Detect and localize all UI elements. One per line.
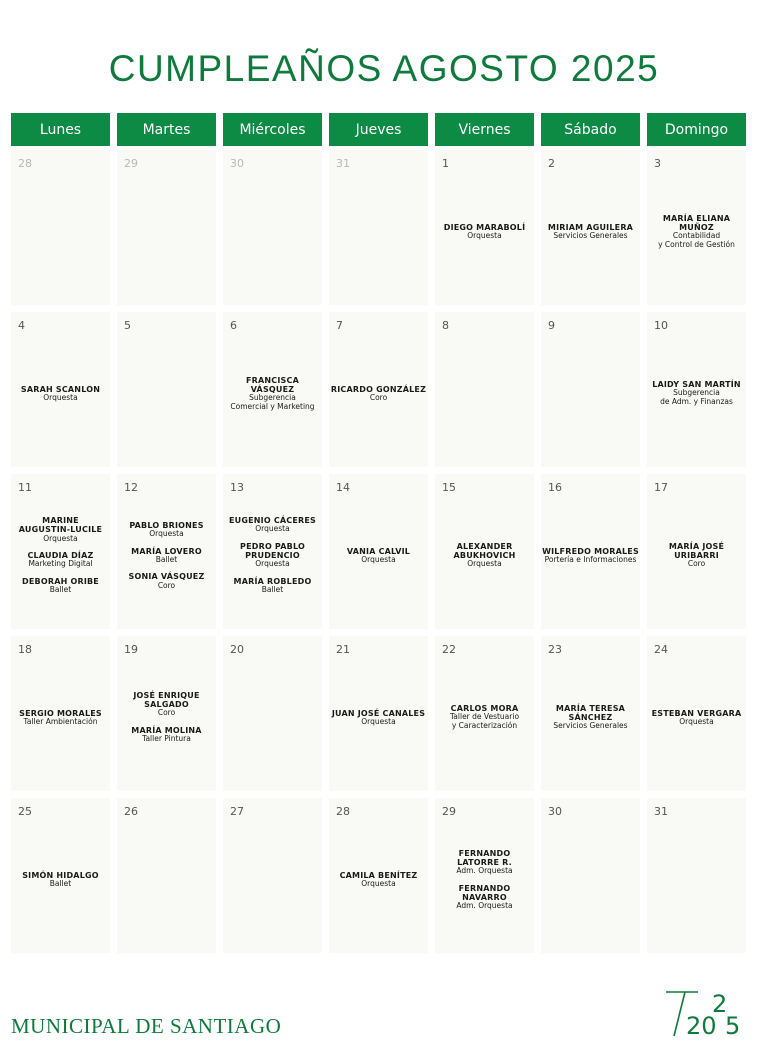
day-number: 14 bbox=[336, 481, 350, 494]
birthday-list bbox=[647, 312, 746, 467]
day-cell bbox=[541, 798, 640, 953]
person-name: JOSÉ ENRIQUE SALGADO bbox=[133, 691, 200, 710]
birthday-entry bbox=[129, 572, 205, 590]
department: Orquesta bbox=[43, 392, 78, 402]
person-name: CLAUDIA DÍAZ bbox=[27, 551, 94, 561]
day-number: 30 bbox=[230, 157, 244, 170]
birthday-list bbox=[647, 150, 746, 305]
day-number: 29 bbox=[442, 805, 456, 818]
birthday-list bbox=[329, 312, 428, 467]
birthday-entry bbox=[340, 871, 418, 889]
day-number: 9 bbox=[548, 319, 555, 332]
day-number: 11 bbox=[18, 481, 32, 494]
day-number: 28 bbox=[336, 805, 350, 818]
department: Coro bbox=[369, 392, 388, 402]
day-number: 30 bbox=[548, 805, 562, 818]
day-cell bbox=[223, 636, 322, 791]
birthday-list bbox=[647, 636, 746, 791]
department: Contabilidad y Control de Gestión bbox=[658, 231, 735, 249]
day-cell bbox=[329, 636, 428, 791]
birthday-list bbox=[541, 636, 640, 791]
department: Taller Pintura bbox=[142, 734, 191, 744]
department: Orquesta bbox=[255, 559, 290, 569]
department: Orquesta bbox=[679, 716, 714, 726]
day-number: 21 bbox=[336, 643, 350, 656]
person-name: JUAN JOSÉ CANALES bbox=[331, 708, 426, 718]
day-cell bbox=[117, 798, 216, 953]
day-cell bbox=[541, 150, 640, 305]
department: Coro bbox=[687, 559, 706, 569]
birthday-entry bbox=[332, 709, 425, 727]
birthday-list bbox=[329, 636, 428, 791]
birthday-entry bbox=[652, 709, 742, 727]
weekday-header: Sábado bbox=[541, 113, 640, 146]
day-cell bbox=[329, 312, 428, 467]
department: Orquesta bbox=[43, 533, 78, 543]
birthday-list bbox=[117, 636, 216, 791]
department: Subgerencia Comercial y Marketing bbox=[230, 393, 315, 411]
day-cell bbox=[435, 150, 534, 305]
person-name: ESTEBAN VERGARA bbox=[651, 708, 742, 718]
day-cell bbox=[223, 150, 322, 305]
day-number: 29 bbox=[124, 157, 138, 170]
day-number: 4 bbox=[18, 319, 25, 332]
birthday-list bbox=[435, 636, 534, 791]
birthday-entry bbox=[542, 547, 639, 565]
person-name: RICARDO GONZÁLEZ bbox=[330, 384, 427, 394]
person-name: SIMÓN HIDALGO bbox=[22, 870, 99, 880]
person-name: MARÍA ELIANA MUÑOZ bbox=[662, 213, 731, 232]
birthday-entry bbox=[658, 214, 735, 250]
birthday-list bbox=[329, 798, 428, 953]
birthday-entry bbox=[444, 223, 526, 241]
day-number: 22 bbox=[442, 643, 456, 656]
person-name: MIRIAM AGUILERA bbox=[547, 222, 634, 232]
day-number: 25 bbox=[18, 805, 32, 818]
day-number: 26 bbox=[124, 805, 138, 818]
day-number: 13 bbox=[230, 481, 244, 494]
logo-digit-bottom: 20 bbox=[686, 1012, 717, 1038]
birthday-entry bbox=[131, 547, 202, 565]
birthday-entry bbox=[553, 704, 627, 731]
department: Orquesta bbox=[361, 554, 396, 564]
person-name: MARÍA TERESA SÁNCHEZ bbox=[555, 704, 626, 723]
day-cell bbox=[117, 312, 216, 467]
person-name: WILFREDO MORALES bbox=[542, 546, 639, 556]
day-cell bbox=[117, 474, 216, 629]
weekday-header: Domingo bbox=[647, 113, 746, 146]
department: Ballet bbox=[49, 585, 72, 595]
day-number: 16 bbox=[548, 481, 562, 494]
birthday-list bbox=[435, 150, 534, 305]
page-title: CUMPLEAÑOS AGOSTO 2025 bbox=[108, 48, 660, 89]
day-cell bbox=[435, 474, 534, 629]
person-name: ALEXANDER ABUKHOVICH bbox=[453, 542, 516, 561]
person-name: CARLOS MORA bbox=[450, 704, 519, 714]
department: Servicios Generales bbox=[553, 230, 628, 240]
birthday-entry bbox=[22, 577, 99, 595]
day-number: 19 bbox=[124, 643, 138, 656]
person-name: CAMILA BENÍTEZ bbox=[339, 870, 418, 880]
person-name: LAIDY SAN MARTÍN bbox=[652, 380, 741, 390]
birthday-list bbox=[541, 150, 640, 305]
department: Adm. Orquesta bbox=[456, 865, 513, 875]
day-number: 6 bbox=[230, 319, 237, 332]
birthday-entry bbox=[548, 223, 633, 241]
birthday-list bbox=[223, 474, 322, 629]
person-name: SERGIO MORALES bbox=[19, 708, 102, 718]
person-name: MARÍA MOLINA bbox=[131, 726, 202, 736]
birthday-entry bbox=[240, 542, 305, 569]
birthday-entry bbox=[435, 884, 534, 911]
person-name: MARINE AUGUSTIN-LUCILE bbox=[18, 516, 103, 535]
person-name: SONIA VÁSQUEZ bbox=[128, 572, 205, 582]
day-cell bbox=[223, 312, 322, 467]
person-name: DIEGO MARABOLÍ bbox=[443, 222, 526, 232]
day-number: 3 bbox=[654, 157, 661, 170]
department: Adm. Orquesta bbox=[456, 900, 513, 910]
birthday-entry bbox=[133, 691, 199, 718]
logo-digit-end: 5 bbox=[725, 1012, 741, 1038]
day-number: 1 bbox=[442, 157, 449, 170]
day-cell bbox=[11, 312, 110, 467]
birthday-list bbox=[11, 636, 110, 791]
birthday-list bbox=[11, 474, 110, 629]
person-name: VANIA CALVIL bbox=[346, 546, 411, 556]
department: Ballet bbox=[49, 878, 72, 888]
day-cell bbox=[329, 474, 428, 629]
birthday-entry bbox=[652, 380, 741, 406]
day-cell bbox=[647, 150, 746, 305]
birthday-entry bbox=[129, 521, 203, 539]
person-name: EUGENIO CÁCERES bbox=[228, 516, 317, 526]
weekday-header: Viernes bbox=[435, 113, 534, 146]
person-name: PEDRO PABLO PRUDENCIO bbox=[240, 542, 305, 561]
birthday-entry bbox=[19, 516, 102, 543]
day-number: 31 bbox=[336, 157, 350, 170]
day-cell bbox=[647, 312, 746, 467]
day-cell bbox=[647, 798, 746, 953]
day-number: 18 bbox=[18, 643, 32, 656]
person-name: MARÍA JOSÉ URIBARRI bbox=[668, 542, 725, 561]
day-cell bbox=[223, 474, 322, 629]
day-number: 24 bbox=[654, 643, 668, 656]
birthday-entry bbox=[21, 385, 100, 403]
day-number: 10 bbox=[654, 319, 668, 332]
day-cell bbox=[117, 636, 216, 791]
department: Marketing Digital bbox=[28, 559, 93, 569]
day-cell bbox=[435, 798, 534, 953]
person-name: DEBORAH ORIBE bbox=[22, 577, 99, 586]
person-name: MARÍA ROBLEDO bbox=[233, 577, 312, 586]
department: Orquesta bbox=[361, 878, 396, 888]
day-number: 31 bbox=[654, 805, 668, 818]
day-number: 5 bbox=[124, 319, 131, 332]
department: Orquesta bbox=[467, 559, 502, 569]
birthday-entry bbox=[131, 726, 201, 744]
teatro-2025-logo bbox=[664, 986, 748, 1038]
birthday-list bbox=[11, 312, 110, 467]
day-cell bbox=[435, 312, 534, 467]
day-number: 28 bbox=[18, 157, 32, 170]
day-cell bbox=[647, 636, 746, 791]
day-number: 27 bbox=[230, 805, 244, 818]
birthday-entry bbox=[669, 542, 724, 569]
organization-name: MUNICIPAL DE SANTIAGO bbox=[11, 1014, 282, 1038]
day-number: 7 bbox=[336, 319, 343, 332]
day-cell bbox=[541, 636, 640, 791]
department: Orquesta bbox=[467, 230, 502, 240]
birthday-entry bbox=[331, 385, 426, 403]
weekday-header: Miércoles bbox=[223, 113, 322, 146]
department: Subgerencia de Adm. y Finanzas bbox=[660, 388, 733, 407]
day-number: 20 bbox=[230, 643, 244, 656]
birthday-entry bbox=[19, 709, 102, 727]
weekday-header: Lunes bbox=[11, 113, 110, 146]
person-name: FERNANDO NAVARRO bbox=[458, 883, 511, 902]
department: Orquesta bbox=[255, 524, 290, 534]
birthday-list bbox=[223, 312, 322, 467]
day-cell bbox=[11, 798, 110, 953]
day-cell bbox=[11, 474, 110, 629]
person-name: FRANCISCA VÁSQUEZ bbox=[246, 375, 299, 394]
day-cell bbox=[329, 798, 428, 953]
department: Portería e Informaciones bbox=[544, 554, 637, 564]
day-cell bbox=[117, 150, 216, 305]
birthday-entry bbox=[456, 849, 512, 876]
weekday-header: Martes bbox=[117, 113, 216, 146]
day-cell bbox=[647, 474, 746, 629]
day-number: 8 bbox=[442, 319, 449, 332]
weekday-header: Jueves bbox=[329, 113, 428, 146]
birthday-entry bbox=[450, 704, 519, 730]
day-cell bbox=[223, 798, 322, 953]
logo-digit-top: 2 bbox=[712, 990, 728, 1018]
day-cell bbox=[435, 636, 534, 791]
day-number: 17 bbox=[654, 481, 668, 494]
birthday-entry bbox=[27, 551, 93, 569]
department: Ballet bbox=[261, 585, 284, 595]
calendar-grid bbox=[11, 113, 746, 960]
birthday-entry bbox=[234, 577, 312, 595]
day-cell bbox=[541, 312, 640, 467]
birthday-entry bbox=[223, 376, 322, 412]
birthday-entry bbox=[22, 871, 99, 889]
day-number: 23 bbox=[548, 643, 562, 656]
department: Coro bbox=[157, 708, 176, 718]
person-name: FERNANDO LATORRE R. bbox=[457, 848, 512, 867]
birthday-list bbox=[541, 474, 640, 629]
department: Coro bbox=[157, 580, 176, 590]
department: Orquesta bbox=[361, 716, 396, 726]
day-number: 12 bbox=[124, 481, 138, 494]
department: Servicios Generales bbox=[553, 721, 628, 731]
birthday-list bbox=[435, 474, 534, 629]
birthday-list bbox=[117, 474, 216, 629]
birthday-entry bbox=[229, 516, 316, 534]
day-cell bbox=[329, 150, 428, 305]
day-number: 2 bbox=[548, 157, 555, 170]
department: Ballet bbox=[155, 554, 178, 564]
person-name: PABLO BRIONES bbox=[129, 520, 204, 530]
day-number: 15 bbox=[442, 481, 456, 494]
department: Orquesta bbox=[149, 528, 184, 538]
birthday-entry bbox=[347, 547, 410, 565]
day-cell bbox=[11, 636, 110, 791]
birthday-list bbox=[435, 798, 534, 953]
birthday-list bbox=[11, 798, 110, 953]
birthday-list bbox=[647, 474, 746, 629]
birthday-entry bbox=[454, 542, 516, 569]
day-cell bbox=[11, 150, 110, 305]
person-name: SARAH SCANLON bbox=[20, 384, 101, 394]
person-name: MARÍA LOVERO bbox=[131, 546, 202, 556]
department: Taller de Vestuario y Caracterización bbox=[449, 712, 520, 731]
birthday-list bbox=[329, 474, 428, 629]
department: Taller Ambientación bbox=[23, 716, 98, 726]
day-cell bbox=[541, 474, 640, 629]
